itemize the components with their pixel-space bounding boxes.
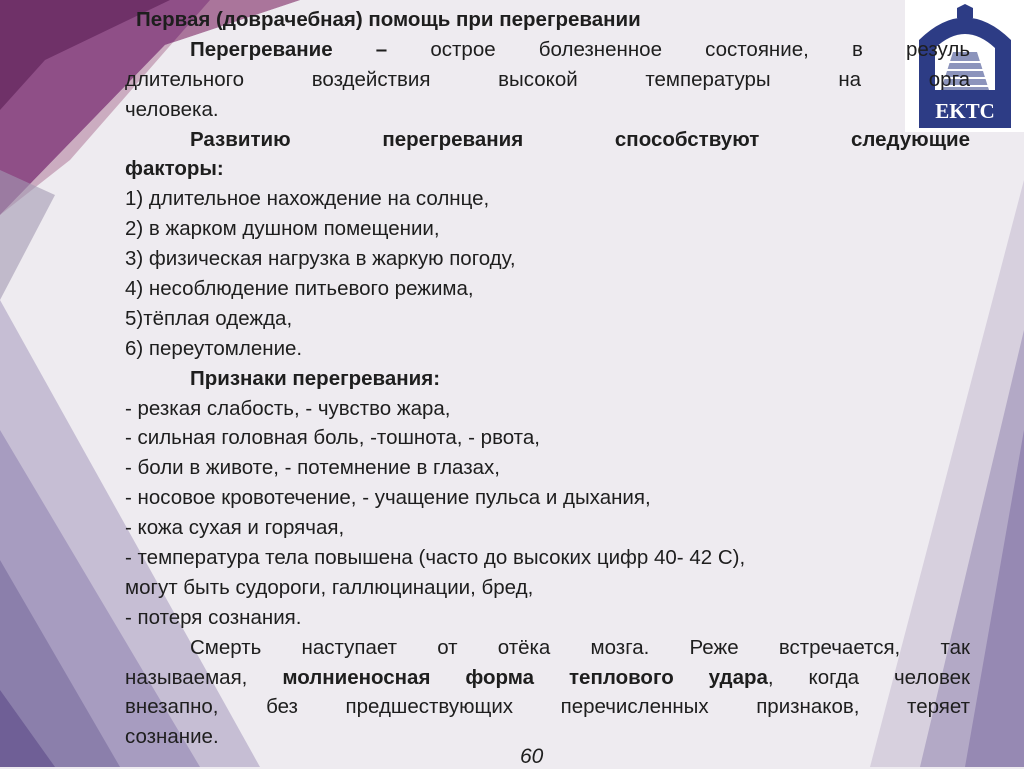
factor-item: 6) переутомление.: [125, 336, 303, 360]
definition-text-1: острое болезненное состояние, в резуль: [387, 37, 970, 61]
factors-heading: Развитию перегревания способствуют следующие: [190, 127, 970, 151]
death-text-after: , когда человек: [767, 665, 970, 689]
sign-line: - сильная головная боль, -тошнота, - рвота,: [125, 426, 540, 450]
death-text-before: называемая,: [125, 665, 283, 689]
sign-line: - резкая слабость, - чувство жара,: [125, 396, 451, 420]
slide-text: [125, 0, 970, 752]
slide-title: Первая (доврачебная) помощь при перегревании: [136, 8, 641, 31]
signs-heading: Признаки перегревания:: [190, 366, 441, 390]
sign-line: - потеря сознания.: [125, 605, 302, 629]
definition-term: Перегревание –: [190, 37, 388, 61]
sign-line: - температура тела повышена (часто до высоких цифр 40- 42 С),: [125, 546, 746, 570]
factor-item: 2) в жарком душном помещении,: [125, 217, 440, 241]
death-line-4: сознание.: [125, 725, 219, 749]
factors-heading-2: факторы:: [125, 157, 224, 181]
definition-line-2: длительного воздействия высокой температуры на орга: [125, 67, 970, 91]
factor-item: 5)тёплая одежда,: [125, 306, 293, 330]
factor-item: 1) длительное нахождение на солнце,: [125, 187, 490, 211]
death-bold-term: молниеносная форма теплового удара: [282, 665, 768, 689]
death-line-2: [125, 663, 970, 693]
definition-line-3: человека.: [125, 97, 219, 121]
factor-item: 4) несоблюдение питьевого режима,: [125, 277, 474, 301]
sign-line: - боли в животе, - потемнение в глазах,: [125, 456, 500, 480]
sign-line: - носовое кровотечение, - учащение пульса и дыхания,: [125, 486, 651, 510]
definition-line-1: [125, 35, 970, 65]
page-number: 60: [520, 745, 544, 768]
death-line-3: внезапно, без предшествующих перечисленных признаков, теряет: [125, 695, 970, 719]
svg-text:EKTC: EKTC: [935, 99, 995, 123]
factor-item: 3) физическая нагрузка в жаркую погоду,: [125, 247, 516, 271]
death-line-1: Смерть наступает от отёка мозга. Реже встречается, так: [190, 635, 970, 659]
sign-line: - кожа сухая и горячая,: [125, 516, 345, 540]
sign-line: могут быть судороги, галлюцинации, бред,: [125, 575, 534, 599]
